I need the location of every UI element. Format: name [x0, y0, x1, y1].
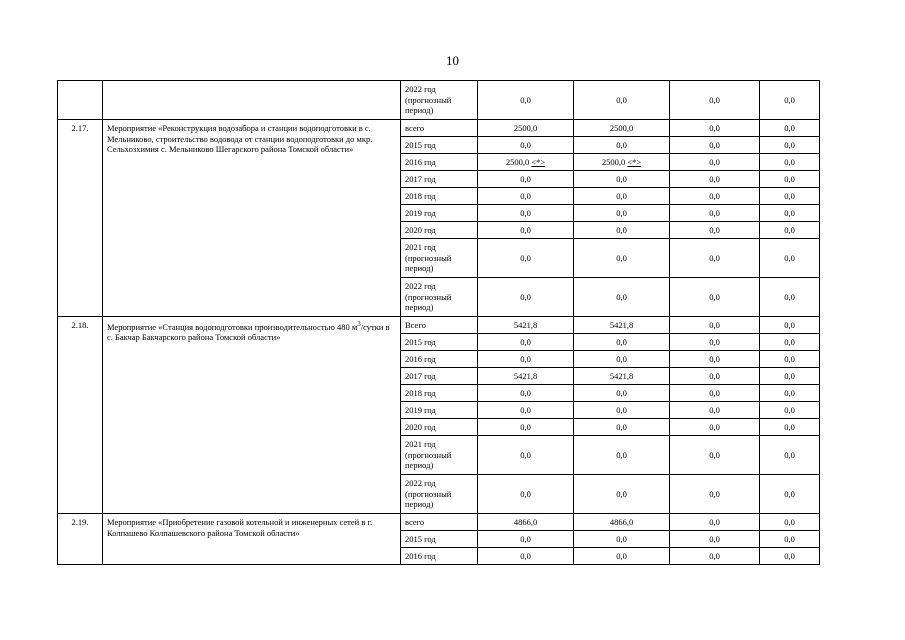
value-text: 0,0	[709, 550, 720, 561]
value-text: 0,0	[709, 488, 720, 499]
item-number-cell	[58, 81, 103, 120]
value-text: 0,0	[616, 387, 627, 398]
item-description: Мероприятие «Реконструкция водозабора и станции водоподготовки в с. Мельниково, строительство водовода от станции водоподготовки до мкр. Сельхозхимия с. Мельниково Шегарского района Томской области»	[103, 120, 401, 317]
value-text: 0,0	[616, 139, 627, 150]
value-text: 0,0	[616, 533, 627, 544]
value-cell	[670, 548, 760, 565]
value-cell	[760, 548, 820, 565]
table-row	[58, 81, 820, 120]
value-text: 0,0	[784, 173, 795, 184]
year-cell: 2019 год	[401, 205, 478, 222]
value-text: 0,0	[520, 139, 531, 150]
page-number: 10	[446, 53, 459, 68]
value-text: 0,0	[784, 190, 795, 201]
value-cell	[478, 514, 574, 531]
value-cell	[670, 531, 760, 548]
value-cell	[670, 368, 760, 385]
value-cell	[574, 334, 670, 351]
value-text: 5421,8	[513, 319, 538, 330]
value-cell	[478, 154, 574, 171]
value-text: 0,0	[709, 516, 720, 527]
value-text: 0,0	[784, 488, 795, 499]
value-text: 0,0	[784, 156, 795, 167]
value-cell	[670, 222, 760, 239]
value-text: 0,0	[520, 404, 531, 415]
value-cell	[670, 436, 760, 475]
value-cell	[478, 239, 574, 278]
value-text: 0,0	[709, 449, 720, 460]
value-text: 0,0	[520, 291, 531, 302]
value-text: 0,0	[616, 207, 627, 218]
value-text: 0,0	[616, 94, 627, 105]
value-cell	[670, 385, 760, 402]
year-cell: 2016 год	[401, 154, 478, 171]
value-text: 5421,8	[609, 319, 634, 330]
value-cell	[670, 402, 760, 419]
value-text: 0,0	[709, 404, 720, 415]
value-cell	[760, 205, 820, 222]
value-text: 0,0	[616, 421, 627, 432]
year-cell: 2019 год	[401, 402, 478, 419]
footnote-link[interactable]: <*>	[627, 156, 642, 167]
value-text: 0,0	[709, 387, 720, 398]
value-cell	[574, 514, 670, 531]
item-description-cell	[103, 81, 401, 120]
value-text: 0,0	[616, 190, 627, 201]
value-text: 0,0	[709, 224, 720, 235]
value-text: 0,0	[520, 387, 531, 398]
year-cell: 2016 год	[401, 548, 478, 565]
value-text: 0,0	[709, 156, 720, 167]
value-text: 0,0	[784, 353, 795, 364]
value-cell	[760, 239, 820, 278]
year-cell: 2018 год	[401, 385, 478, 402]
year-cell: 2015 год	[401, 137, 478, 154]
value-text: 2500,0	[609, 122, 634, 133]
value-text: 0,0	[520, 533, 531, 544]
value-cell	[574, 368, 670, 385]
value-cell	[478, 205, 574, 222]
value-text: 0,0	[520, 207, 531, 218]
value-cell	[574, 205, 670, 222]
value-cell	[670, 334, 760, 351]
value-cell	[670, 351, 760, 368]
value-text: 0,0	[616, 449, 627, 460]
value-text: 4866,0	[513, 516, 538, 527]
value-cell	[574, 475, 670, 514]
value-text: 0,0	[616, 550, 627, 561]
value-text: 0,0	[709, 173, 720, 184]
value-text: 5421,8	[609, 370, 634, 381]
value-cell	[574, 402, 670, 419]
value-text: 0,0	[709, 252, 720, 263]
value-text: 0,0	[709, 190, 720, 201]
value-text: 0,0	[520, 173, 531, 184]
value-text: 0,0	[784, 449, 795, 460]
value-cell	[760, 368, 820, 385]
value-text: 0,0	[616, 291, 627, 302]
value-cell	[574, 120, 670, 137]
item-number: 2.18.	[58, 317, 103, 514]
value-text: 0,0	[520, 421, 531, 432]
value-cell	[478, 351, 574, 368]
value-cell	[670, 205, 760, 222]
value-text: 0,0	[616, 224, 627, 235]
value-text: 0,0	[616, 488, 627, 499]
value-text: 0,0	[784, 122, 795, 133]
value-cell	[574, 239, 670, 278]
value-text: 0,0	[520, 336, 531, 347]
value-cell	[760, 385, 820, 402]
value-cell	[478, 548, 574, 565]
item-description: Мероприятие «Станция водоподготовки производительностью 480 $м^3$/сутки в с. Бакчар Бакчарского района Томской области»	[103, 317, 401, 514]
item-description: Мероприятие «Приобретение газовой котельной и инженерных сетей в г. Колпашево Колпашевского района Томской области»	[103, 514, 401, 565]
value-text: 0,0	[784, 387, 795, 398]
footnote-link[interactable]: <*>	[531, 156, 546, 167]
value-cell	[574, 171, 670, 188]
value-cell	[574, 317, 670, 334]
value-cell	[760, 171, 820, 188]
value-cell	[478, 475, 574, 514]
year-cell: 2015 год	[401, 531, 478, 548]
value-text: 0,0	[784, 404, 795, 415]
value-text: 5421,8	[513, 370, 538, 381]
year-cell: 2021 год (прогнозный период)	[401, 239, 478, 278]
year-cell: 2016 год	[401, 351, 478, 368]
value-cell	[574, 278, 670, 317]
value-cell	[670, 120, 760, 137]
year-cell: 2018 год	[401, 188, 478, 205]
value-cell	[760, 475, 820, 514]
value-text: 0,0	[784, 207, 795, 218]
value-cell	[574, 81, 670, 120]
value-text: 0,0	[709, 353, 720, 364]
value-cell	[760, 514, 820, 531]
value-text: 0,0	[784, 516, 795, 527]
value-text: 0,0	[520, 550, 531, 561]
value-cell	[670, 154, 760, 171]
value-cell	[670, 188, 760, 205]
value-cell	[760, 188, 820, 205]
value-text: 2500,0	[513, 122, 538, 133]
value-cell	[574, 385, 670, 402]
value-text: 0,0	[709, 122, 720, 133]
value-text: 0,0	[784, 139, 795, 150]
value-cell	[574, 436, 670, 475]
value-text: 0,0	[616, 173, 627, 184]
value-cell	[478, 278, 574, 317]
superscript: 3	[357, 320, 361, 328]
value-cell	[760, 137, 820, 154]
value-cell	[670, 475, 760, 514]
value-cell	[760, 120, 820, 137]
value-cell	[478, 137, 574, 154]
year-cell: 2020 год	[401, 419, 478, 436]
value-cell	[760, 81, 820, 120]
value-text: 0,0	[520, 353, 531, 364]
value-cell	[478, 120, 574, 137]
value-text: 0,0	[520, 449, 531, 460]
value-text: 0,0	[520, 190, 531, 201]
value-text: 0,0	[616, 252, 627, 263]
value-cell	[760, 278, 820, 317]
value-text: 0,0	[709, 533, 720, 544]
value-cell	[574, 154, 670, 171]
value-cell	[574, 222, 670, 239]
value-cell	[478, 385, 574, 402]
value-text: 2500,0	[601, 156, 626, 167]
table-row	[58, 120, 820, 137]
value-cell	[574, 351, 670, 368]
value-text: 0,0	[784, 94, 795, 105]
value-cell	[760, 222, 820, 239]
value-text: 0,0	[784, 370, 795, 381]
value-text: 0,0	[709, 207, 720, 218]
year-cell: 2022 год (прогнозный период)	[401, 475, 478, 514]
value-cell	[478, 222, 574, 239]
item-number: 2.19.	[58, 514, 103, 565]
value-cell	[760, 154, 820, 171]
budget-table	[57, 80, 820, 565]
value-cell	[574, 188, 670, 205]
table-row	[58, 514, 820, 531]
value-cell	[670, 137, 760, 154]
table-row	[58, 317, 820, 334]
value-cell	[760, 436, 820, 475]
value-text: 0,0	[709, 336, 720, 347]
value-text: 0,0	[616, 336, 627, 347]
value-cell	[478, 188, 574, 205]
year-cell: 2020 год	[401, 222, 478, 239]
value-text: 0,0	[709, 319, 720, 330]
value-cell	[670, 81, 760, 120]
value-text: 4866,0	[609, 516, 634, 527]
value-cell	[670, 514, 760, 531]
value-cell	[670, 317, 760, 334]
value-text: 0,0	[784, 421, 795, 432]
value-text: 0,0	[784, 319, 795, 330]
value-cell	[574, 137, 670, 154]
value-cell	[478, 317, 574, 334]
value-text: 0,0	[520, 252, 531, 263]
value-cell	[670, 419, 760, 436]
year-cell: 2017 год	[401, 171, 478, 188]
value-text: 0,0	[784, 550, 795, 561]
value-text: 0,0	[520, 94, 531, 105]
value-cell	[760, 402, 820, 419]
value-cell	[478, 402, 574, 419]
value-cell	[478, 171, 574, 188]
year-cell: 2022 год (прогнозный период)	[401, 278, 478, 317]
year-cell: 2017 год	[401, 368, 478, 385]
value-cell	[574, 531, 670, 548]
value-text: 0,0	[784, 533, 795, 544]
value-text: 0,0	[616, 404, 627, 415]
value-text: 0,0	[709, 291, 720, 302]
value-text: 0,0	[709, 421, 720, 432]
value-cell	[478, 531, 574, 548]
value-cell	[574, 419, 670, 436]
value-cell	[760, 334, 820, 351]
value-cell	[670, 278, 760, 317]
value-cell	[478, 81, 574, 120]
value-cell	[760, 351, 820, 368]
value-text: 0,0	[520, 224, 531, 235]
year-cell: всего	[401, 514, 478, 531]
value-text: 0,0	[709, 370, 720, 381]
year-cell: 2015 год	[401, 334, 478, 351]
value-cell	[760, 419, 820, 436]
value-cell	[760, 317, 820, 334]
value-text: 0,0	[709, 94, 720, 105]
value-text: 2500,0	[505, 156, 530, 167]
value-cell	[478, 436, 574, 475]
value-text: 0,0	[784, 252, 795, 263]
value-text: 0,0	[784, 291, 795, 302]
value-text: 0,0	[784, 224, 795, 235]
value-text: 0,0	[709, 139, 720, 150]
value-cell	[670, 171, 760, 188]
item-number: 2.17.	[58, 120, 103, 317]
year-cell: 2021 год (прогнозный период)	[401, 436, 478, 475]
year-cell: Всего	[401, 317, 478, 334]
year-cell: всего	[401, 120, 478, 137]
value-cell	[478, 419, 574, 436]
value-cell	[670, 239, 760, 278]
value-text: 0,0	[784, 336, 795, 347]
value-text: 0,0	[520, 488, 531, 499]
value-cell	[478, 334, 574, 351]
value-cell	[760, 531, 820, 548]
value-cell	[574, 548, 670, 565]
value-text: 0,0	[616, 353, 627, 364]
value-cell	[478, 368, 574, 385]
year-cell: 2022 год (прогнозный период)	[401, 81, 478, 120]
